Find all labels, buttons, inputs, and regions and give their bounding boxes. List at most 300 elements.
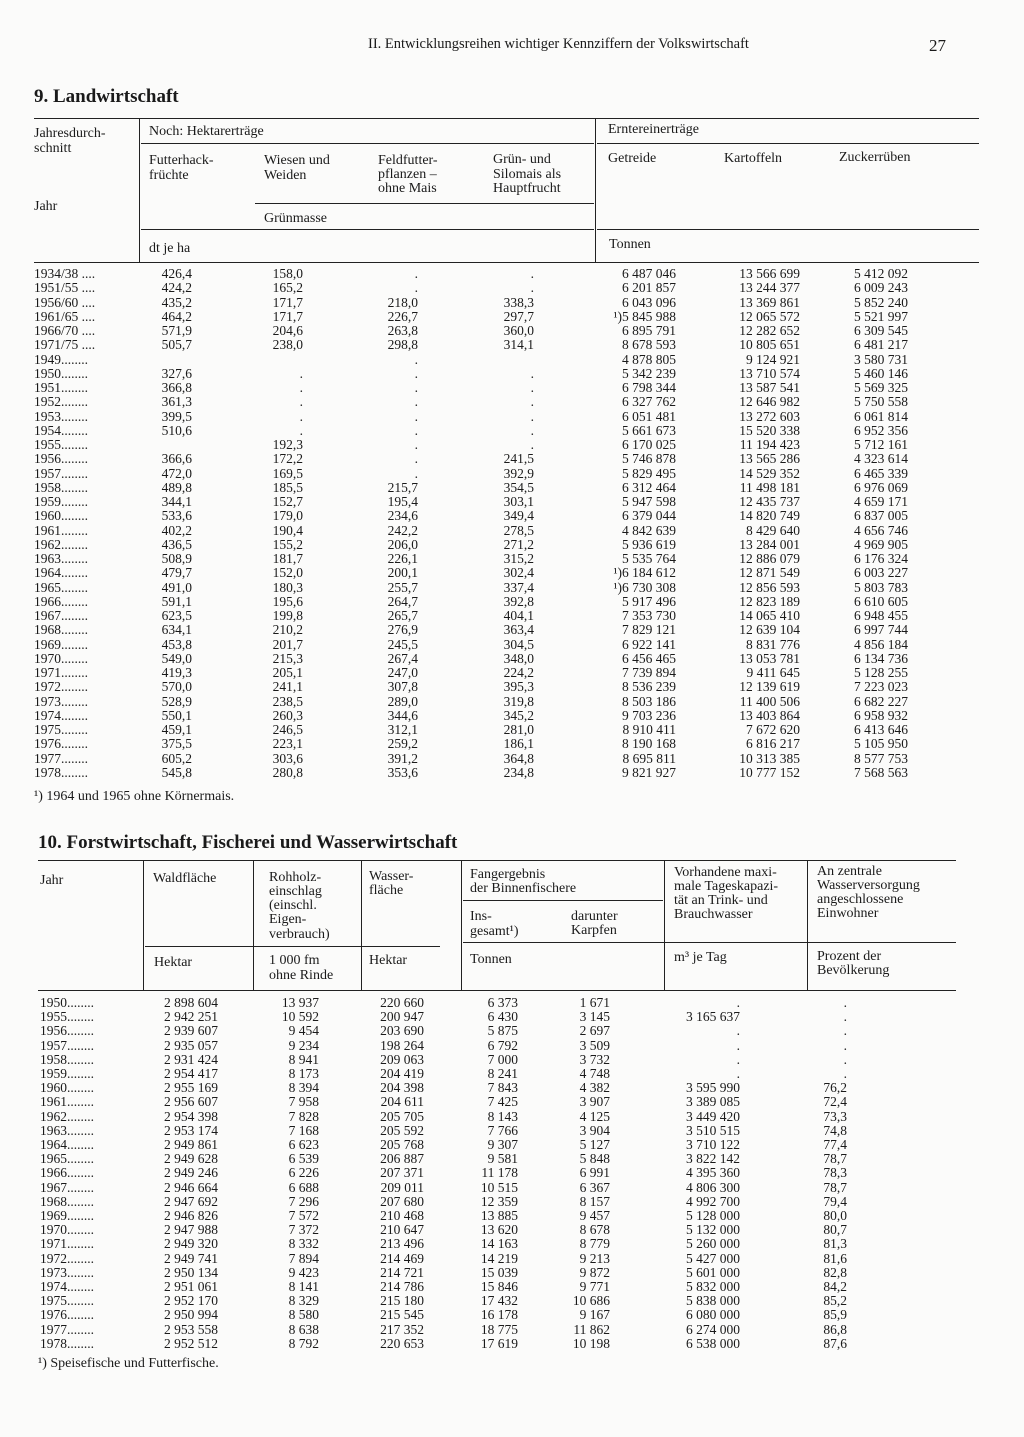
cell-wasserflaeche: 214 469 <box>380 1250 424 1266</box>
cell-futterhack: 510,6 <box>161 422 192 438</box>
cell-silomais: 297,7 <box>503 308 534 324</box>
group-hektarertraege: Noch: Hektarerträge <box>149 124 264 139</box>
t10-head-zentral-2: Wasserversorgung <box>817 878 920 893</box>
cell-zuckerrueben: 5 750 558 <box>854 394 908 410</box>
cell-karpfen: 3 145 <box>579 1009 610 1025</box>
cell-wasserflaeche: 200 947 <box>380 1009 424 1025</box>
cell-zuckerrueben: 6 948 455 <box>854 608 908 623</box>
t10-head-zentral-1: An zentrale <box>817 864 882 879</box>
cell-getreide: 6 170 025 <box>622 437 676 452</box>
t10-divider-1 <box>143 861 144 991</box>
cell-kapazitaet: . <box>736 1023 740 1039</box>
cell-kapazitaet: 3 595 990 <box>686 1080 740 1096</box>
cell-silomais: 354,5 <box>503 479 534 495</box>
row-label: 1978........ <box>40 1335 94 1351</box>
cell-feldfutter: 255,7 <box>387 579 418 595</box>
cell-fang-insgesamt: 6 792 <box>487 1037 518 1053</box>
cell-rohholz: 8 638 <box>288 1321 319 1337</box>
table-row <box>0 1237 1024 1251</box>
cell-silomais: 302,4 <box>503 565 534 581</box>
cell-waldflaeche: 2 946 826 <box>164 1208 218 1223</box>
cell-getreide: 5 936 619 <box>622 536 676 552</box>
row-label: 1974........ <box>40 1279 94 1294</box>
row-label: 1958........ <box>40 1051 94 1067</box>
cell-futterhack: 479,7 <box>161 565 192 581</box>
cell-wasserflaeche: 204 398 <box>380 1080 424 1096</box>
cell-feldfutter: 353,6 <box>387 764 418 780</box>
cell-rohholz: 8 329 <box>288 1293 319 1309</box>
cell-wasserflaeche: 209 011 <box>380 1179 424 1195</box>
t10-divider-4 <box>461 861 462 991</box>
table-row <box>0 709 1024 723</box>
row-label: 1961........ <box>40 1094 94 1110</box>
cell-wiesen: 185,5 <box>272 479 303 495</box>
table-row <box>0 695 1024 709</box>
row-label: 1972........ <box>34 679 88 695</box>
cell-silomais: 186,1 <box>503 736 534 752</box>
cell-kartoffeln: 12 646 982 <box>739 394 800 410</box>
cell-feldfutter: 298,8 <box>387 337 418 353</box>
cell-kartoffeln: 12 886 079 <box>739 551 800 566</box>
cell-zuckerrueben: 5 803 783 <box>854 579 908 595</box>
cell-bevoelkerung: 78,7 <box>823 1179 847 1195</box>
table10-top-rule <box>38 860 956 861</box>
cell-futterhack: 424,2 <box>161 280 192 296</box>
t10-head-karpfen-1: darunter <box>571 909 618 924</box>
t10-divider-3 <box>361 861 362 991</box>
col-futterhack-1: Futterhack- <box>149 153 214 168</box>
cell-wasserflaeche: 207 371 <box>380 1165 424 1181</box>
cell-wasserflaeche: 203 690 <box>380 1023 424 1039</box>
cell-wasserflaeche: 213 496 <box>380 1236 424 1252</box>
cell-bevoelkerung: . <box>843 1066 847 1081</box>
t10-divider-5 <box>664 861 665 991</box>
cell-waldflaeche: 2 947 692 <box>164 1193 218 1209</box>
cell-kapazitaet: 6 080 000 <box>686 1307 740 1323</box>
cell-silomais: 392,9 <box>503 465 534 481</box>
cell-karpfen: 4 748 <box>579 1066 610 1081</box>
cell-getreide: 5 535 764 <box>622 551 676 566</box>
row-label: 1955........ <box>34 437 88 452</box>
cell-zuckerrueben: 4 856 184 <box>854 636 908 652</box>
row-label: 1934/38 .... <box>34 266 96 281</box>
cell-rohholz: 7 828 <box>288 1108 319 1124</box>
cell-karpfen: 10 686 <box>572 1293 610 1309</box>
cell-fang-insgesamt: 8 143 <box>487 1108 518 1124</box>
cell-feldfutter: 344,6 <box>387 707 418 723</box>
cell-bevoelkerung: 80,0 <box>823 1208 847 1223</box>
cell-kartoffeln: 13 053 781 <box>739 650 800 666</box>
row-label: 1973........ <box>34 693 88 709</box>
cell-bevoelkerung: . <box>843 1023 847 1039</box>
cell-rohholz: 8 141 <box>288 1279 319 1294</box>
cell-waldflaeche: 2 953 558 <box>164 1321 218 1337</box>
cell-kartoffeln: 13 284 001 <box>739 536 800 552</box>
cell-zuckerrueben: 6 952 356 <box>854 422 908 438</box>
cell-bevoelkerung: 77,4 <box>823 1137 847 1152</box>
cell-waldflaeche: 2 939 607 <box>164 1023 218 1039</box>
cell-waldflaeche: 2 953 174 <box>164 1122 218 1138</box>
cell-wiesen: 204,6 <box>272 323 303 338</box>
cell-wiesen: 181,7 <box>272 551 303 566</box>
cell-feldfutter: 307,8 <box>387 679 418 695</box>
cell-waldflaeche: 2 950 994 <box>164 1307 218 1323</box>
t10-unit-m3: m³ je Tag <box>674 950 727 965</box>
footnote-10: ¹) Speisefische und Futterfische. <box>38 1356 219 1371</box>
table-row <box>0 281 1024 295</box>
cell-karpfen: 10 198 <box>572 1335 610 1351</box>
cell-silomais: . <box>530 408 534 424</box>
cell-waldflaeche: 2 942 251 <box>164 1009 218 1025</box>
cell-kapazitaet: . <box>736 995 740 1010</box>
cell-kartoffeln: 8 429 640 <box>746 522 800 538</box>
cell-feldfutter: 200,1 <box>387 565 418 581</box>
cell-wiesen: 190,4 <box>272 522 303 538</box>
row-label: 1958........ <box>34 479 88 495</box>
t10-unit-prozent-2: Bevölkerung <box>817 963 890 978</box>
cell-wasserflaeche: 204 419 <box>380 1066 424 1081</box>
cell-waldflaeche: 2 947 988 <box>164 1222 218 1238</box>
cell-futterhack: 327,6 <box>161 365 192 381</box>
cell-getreide: ¹)5 845 988 <box>613 308 676 324</box>
t10-head-insgesamt-1: Ins- <box>470 909 492 924</box>
row-label: 1951........ <box>34 380 88 395</box>
cell-bevoelkerung: 85,2 <box>823 1293 847 1309</box>
cell-getreide: 7 829 121 <box>622 622 676 638</box>
cell-zuckerrueben: 6 413 646 <box>854 722 908 737</box>
cell-wasserflaeche: 215 180 <box>380 1293 424 1309</box>
cell-waldflaeche: 2 898 604 <box>164 995 218 1010</box>
row-label: 1956........ <box>34 451 88 467</box>
cell-kartoffeln: 6 816 217 <box>746 736 800 752</box>
cell-karpfen: 9 872 <box>579 1264 610 1280</box>
cell-kartoffeln: 12 823 189 <box>739 593 800 609</box>
col-futterhack-2: früchte <box>149 168 189 183</box>
section-10-title: 10. Forstwirtschaft, Fischerei und Wasserwirtschaft <box>38 832 458 853</box>
table-row <box>0 338 1024 352</box>
cell-feldfutter: . <box>414 351 418 367</box>
cell-silomais: 337,4 <box>503 579 534 595</box>
t10-head-zentral-4: Einwohner <box>817 906 879 921</box>
cell-zuckerrueben: 6 997 744 <box>854 622 908 638</box>
cell-futterhack: 419,3 <box>161 665 192 680</box>
cell-wiesen: 179,0 <box>272 508 303 524</box>
cell-fang-insgesamt: 5 875 <box>487 1023 518 1039</box>
table-row <box>0 495 1024 509</box>
cell-getreide: 7 739 894 <box>622 665 676 680</box>
cell-zuckerrueben: 6 009 243 <box>854 280 908 296</box>
cell-fang-insgesamt: 11 178 <box>481 1165 518 1181</box>
row-label: 1967........ <box>34 608 88 623</box>
cell-feldfutter: 215,7 <box>387 479 418 495</box>
cell-getreide: 6 487 046 <box>622 266 676 281</box>
cell-silomais: 404,1 <box>503 608 534 623</box>
cell-silomais: . <box>530 422 534 438</box>
cell-fang-insgesamt: 6 430 <box>487 1009 518 1025</box>
cell-wasserflaeche: 210 647 <box>380 1222 424 1238</box>
cell-kartoffeln: 14 529 352 <box>739 465 800 481</box>
cell-getreide: ¹)6 730 308 <box>613 579 676 595</box>
cell-zuckerrueben: 5 521 997 <box>854 308 908 324</box>
cell-karpfen: 1 671 <box>579 995 610 1010</box>
rule-ernte-group <box>597 143 979 144</box>
cell-wasserflaeche: 210 468 <box>380 1208 424 1223</box>
t10-head-wasser-2: fläche <box>369 883 404 898</box>
col-kartoffeln: Kartoffeln <box>724 151 783 166</box>
cell-karpfen: 8 678 <box>579 1222 610 1238</box>
cell-futterhack: 426,4 <box>161 266 192 281</box>
cell-feldfutter: 259,2 <box>387 736 418 752</box>
cell-zuckerrueben: 6 682 227 <box>854 693 908 709</box>
cell-rohholz: 7 894 <box>288 1250 319 1266</box>
cell-wasserflaeche: 206 887 <box>380 1151 424 1167</box>
cell-rohholz: 7 168 <box>288 1122 319 1138</box>
row-label: 1965........ <box>40 1151 94 1167</box>
cell-silomais: 363,4 <box>503 622 534 638</box>
t10-head-karpfen-2: Karpfen <box>571 923 617 938</box>
cell-feldfutter: 391,2 <box>387 750 418 766</box>
cell-silomais: 234,8 <box>503 764 534 780</box>
cell-zuckerrueben: 6 958 932 <box>854 707 908 723</box>
cell-karpfen: 9 457 <box>579 1208 610 1223</box>
row-label: 1960........ <box>40 1080 94 1096</box>
cell-futterhack: 399,5 <box>161 408 192 424</box>
row-label: 1949........ <box>34 351 88 367</box>
table-row <box>0 481 1024 495</box>
cell-fang-insgesamt: 6 373 <box>487 995 518 1010</box>
cell-bevoelkerung: . <box>843 1009 847 1025</box>
cell-futterhack: 591,1 <box>161 593 192 609</box>
t10-head-kapazitaet-4: Brauchwasser <box>674 907 753 922</box>
cell-silomais: 349,4 <box>503 508 534 524</box>
cell-getreide: 6 327 762 <box>622 394 676 410</box>
cell-wasserflaeche: 205 592 <box>380 1122 424 1138</box>
cell-rohholz: 7 572 <box>288 1208 319 1223</box>
cell-rohholz: 13 937 <box>281 995 319 1010</box>
cell-wasserflaeche: 209 063 <box>380 1051 424 1067</box>
cell-zuckerrueben: 4 969 905 <box>854 536 908 552</box>
cell-waldflaeche: 2 954 417 <box>164 1066 218 1081</box>
cell-feldfutter: . <box>414 465 418 481</box>
cell-silomais: . <box>530 380 534 395</box>
rule-hektar-group <box>141 143 594 144</box>
cell-getreide: 8 190 168 <box>622 736 676 752</box>
cell-kartoffeln: 14 065 410 <box>739 608 800 623</box>
cell-kapazitaet: 5 132 000 <box>686 1222 740 1238</box>
cell-getreide: 8 695 811 <box>622 750 676 766</box>
row-label: 1957........ <box>34 465 88 481</box>
cell-kartoffeln: 13 272 603 <box>739 408 800 424</box>
t10-head-insgesamt-2: gesamt¹) <box>470 924 519 939</box>
row-label: 1955........ <box>40 1009 94 1025</box>
row-label: 1975........ <box>40 1293 94 1309</box>
cell-wasserflaeche: 207 680 <box>380 1193 424 1209</box>
cell-zuckerrueben: 5 412 092 <box>854 266 908 281</box>
cell-getreide: 6 922 141 <box>622 636 676 652</box>
cell-futterhack: 375,5 <box>161 736 192 752</box>
cell-futterhack: 344,1 <box>161 494 192 509</box>
cell-bevoelkerung: 85,9 <box>823 1307 847 1323</box>
cell-kartoffeln: 10 805 651 <box>739 337 800 353</box>
cell-zuckerrueben: 6 837 005 <box>854 508 908 524</box>
cell-feldfutter: . <box>414 394 418 410</box>
cell-getreide: 9 821 927 <box>622 764 676 780</box>
table-row <box>0 638 1024 652</box>
table-row <box>0 381 1024 395</box>
cell-feldfutter: . <box>414 422 418 438</box>
cell-silomais: 304,5 <box>503 636 534 652</box>
page-number: 27 <box>929 36 946 55</box>
t10-unit-fm-1: 1 000 fm <box>269 953 320 968</box>
cell-kartoffeln: 13 565 286 <box>739 451 800 467</box>
cell-kapazitaet: 5 260 000 <box>686 1236 740 1252</box>
table-row <box>0 552 1024 566</box>
cell-getreide: 8 503 186 <box>622 693 676 709</box>
table-row <box>0 1039 1024 1053</box>
cell-wiesen: 199,8 <box>272 608 303 623</box>
cell-wasserflaeche: 204 611 <box>380 1094 424 1110</box>
table-row <box>0 310 1024 324</box>
col-silomais-3: Hauptfrucht <box>493 181 561 196</box>
cell-bevoelkerung: 86,8 <box>823 1321 847 1337</box>
cell-fang-insgesamt: 13 620 <box>480 1222 518 1238</box>
row-label: 1977........ <box>40 1321 94 1337</box>
table-row <box>0 1252 1024 1266</box>
t10-head-rohholz-1: Rohholz- <box>269 870 322 885</box>
cell-bevoelkerung: 84,2 <box>823 1279 847 1294</box>
t10-head-wasser-1: Wasser- <box>369 869 414 884</box>
cell-fang-insgesamt: 14 219 <box>480 1250 518 1266</box>
col-silomais-2: Silomais als <box>493 167 562 182</box>
cell-getreide: 5 829 495 <box>622 465 676 481</box>
rule-unit-dt <box>141 229 594 230</box>
cell-kapazitaet: 3 822 142 <box>686 1151 740 1167</box>
cell-futterhack: 570,0 <box>161 679 192 695</box>
table-row <box>0 1323 1024 1337</box>
cell-futterhack: 453,8 <box>161 636 192 652</box>
cell-wiesen: 260,3 <box>272 707 303 723</box>
table-row <box>0 752 1024 766</box>
cell-futterhack: 623,5 <box>161 608 192 623</box>
table-row <box>0 296 1024 310</box>
head-gruenmasse: Grünmasse <box>264 211 327 226</box>
t10-head-waldflaeche: Waldfläche <box>153 871 217 886</box>
row-label: 1966........ <box>40 1165 94 1181</box>
cell-getreide: 6 456 465 <box>622 650 676 666</box>
running-head: II. Entwicklungsreihen wichtiger Kennziffern der Volkswirtschaft <box>368 36 749 52</box>
cell-getreide: ¹)6 184 612 <box>613 565 676 581</box>
cell-feldfutter: 276,9 <box>387 622 418 638</box>
cell-wiesen: 223,1 <box>272 736 303 752</box>
cell-karpfen: 4 382 <box>579 1080 610 1096</box>
cell-kartoffeln: 11 194 423 <box>739 437 800 452</box>
cell-waldflaeche: 2 955 169 <box>164 1080 218 1096</box>
cell-getreide: 6 798 344 <box>622 380 676 395</box>
head-jahr-1: Jahresdurch- <box>34 126 106 141</box>
cell-bevoelkerung: . <box>843 1037 847 1053</box>
cell-rohholz: 6 539 <box>288 1151 319 1167</box>
t10-unit-tonnen: Tonnen <box>470 952 512 967</box>
t10-rule-units-b <box>463 942 956 943</box>
table-row <box>0 723 1024 737</box>
row-label: 1959........ <box>34 494 88 509</box>
cell-fang-insgesamt: 9 307 <box>487 1137 518 1152</box>
cell-rohholz: 9 234 <box>288 1037 319 1053</box>
cell-zuckerrueben: 5 460 146 <box>854 365 908 381</box>
cell-karpfen: 3 907 <box>579 1094 610 1110</box>
table-row <box>0 609 1024 623</box>
cell-waldflaeche: 2 950 134 <box>164 1264 218 1280</box>
t10-head-zentral-3: angeschlossene <box>817 892 904 907</box>
cell-karpfen: 5 127 <box>579 1137 610 1152</box>
table-row <box>0 424 1024 438</box>
cell-zuckerrueben: 5 712 161 <box>854 437 908 452</box>
cell-waldflaeche: 2 935 057 <box>164 1037 218 1053</box>
row-label: 1977........ <box>34 750 88 766</box>
cell-zuckerrueben: 6 610 605 <box>854 593 908 609</box>
cell-bevoelkerung: 72,4 <box>823 1094 847 1110</box>
row-label: 1954........ <box>34 422 88 438</box>
cell-wasserflaeche: 215 545 <box>380 1307 424 1323</box>
cell-bevoelkerung: . <box>843 995 847 1010</box>
cell-getreide: 4 842 639 <box>622 522 676 538</box>
cell-fang-insgesamt: 8 241 <box>487 1066 518 1081</box>
cell-zuckerrueben: 6 465 339 <box>854 465 908 481</box>
cell-karpfen: 5 848 <box>579 1151 610 1167</box>
cell-bevoelkerung: 80,7 <box>823 1222 847 1238</box>
col-feldfutter-1: Feldfutter- <box>378 153 438 168</box>
cell-feldfutter: 312,1 <box>387 722 418 737</box>
cell-wiesen: 152,7 <box>272 494 303 509</box>
t10-rule-fang <box>463 900 663 901</box>
cell-rohholz: 7 958 <box>288 1094 319 1110</box>
cell-fang-insgesamt: 17 432 <box>480 1293 518 1309</box>
cell-fang-insgesamt: 18 775 <box>480 1321 518 1337</box>
table-row <box>0 395 1024 409</box>
cell-futterhack: 366,8 <box>161 380 192 395</box>
cell-kartoffeln: 8 831 776 <box>746 636 800 652</box>
cell-fang-insgesamt: 12 359 <box>480 1193 518 1209</box>
cell-kartoffeln: 13 244 377 <box>739 280 800 296</box>
cell-waldflaeche: 2 952 512 <box>164 1335 218 1351</box>
cell-rohholz: 8 394 <box>288 1080 319 1096</box>
table-row <box>0 267 1024 281</box>
row-label: 1965........ <box>34 579 88 595</box>
cell-feldfutter: 289,0 <box>387 693 418 709</box>
cell-getreide: 6 201 857 <box>622 280 676 296</box>
cell-kartoffeln: 13 710 574 <box>739 365 800 381</box>
cell-kartoffeln: 13 566 699 <box>739 266 800 281</box>
cell-futterhack: 571,9 <box>161 323 192 338</box>
cell-zuckerrueben: 4 323 614 <box>854 451 908 467</box>
table-row <box>0 324 1024 338</box>
cell-kartoffeln: 9 411 645 <box>746 665 800 680</box>
cell-waldflaeche: 2 954 398 <box>164 1108 218 1124</box>
row-label: 1962........ <box>34 536 88 552</box>
cell-bevoelkerung: 82,8 <box>823 1264 847 1280</box>
cell-kartoffeln: 13 587 541 <box>739 380 800 395</box>
cell-fang-insgesamt: 7 766 <box>487 1122 518 1138</box>
row-label: 1963........ <box>40 1122 94 1138</box>
cell-kapazitaet: 3 710 122 <box>686 1137 740 1152</box>
cell-getreide: 8 910 411 <box>622 722 676 737</box>
row-label: 1968........ <box>40 1193 94 1209</box>
cell-rohholz: 6 226 <box>288 1165 319 1181</box>
cell-wiesen: . <box>299 365 303 381</box>
row-label: 1971/75 .... <box>34 337 96 353</box>
cell-bevoelkerung: 73,3 <box>823 1108 847 1124</box>
cell-wiesen: 210,2 <box>272 622 303 638</box>
